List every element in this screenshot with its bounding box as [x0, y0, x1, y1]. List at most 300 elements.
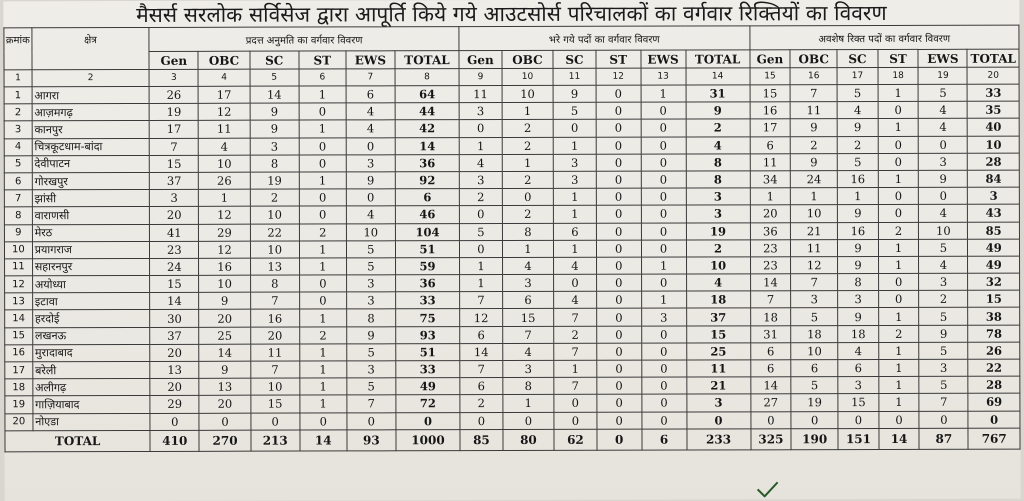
table-cell: 31 [686, 85, 750, 102]
table-cell: 26 [199, 172, 250, 189]
total-cell: 270 [199, 430, 250, 451]
table-cell: 9 [838, 239, 879, 256]
table-cell: 18 [686, 291, 750, 308]
table-cell: 7 [554, 343, 597, 360]
table-cell: 75 [396, 309, 460, 326]
table-cell: 2 [459, 189, 502, 206]
table-cell: 0 [596, 120, 641, 137]
table-cell: 41 [150, 224, 199, 241]
table-cell: 10 [791, 342, 838, 359]
total-cell: 14 [300, 430, 347, 451]
table-cell: 0 [459, 120, 502, 137]
table-cell: 11 [459, 86, 502, 103]
table-cell: 6 [838, 360, 879, 377]
table-cell: 0 [642, 394, 687, 411]
table-cell: 4 [837, 102, 878, 119]
row-area-name: लखनऊ [32, 327, 150, 344]
total-cell: 767 [968, 428, 1020, 449]
table-cell: 20 [150, 344, 199, 361]
table-cell: 0 [460, 240, 503, 257]
table-cell: 9 [837, 119, 878, 136]
table-cell: 4 [919, 256, 968, 273]
table-cell: 23 [750, 257, 791, 274]
table-cell: 10 [250, 378, 299, 395]
table-cell: 13 [250, 258, 299, 275]
table-cell: 7 [250, 292, 299, 309]
column-number: 5 [250, 69, 299, 86]
table-cell: 7 [554, 377, 597, 394]
row-area-name: बरेली [33, 361, 151, 378]
table-cell: 0 [596, 85, 641, 102]
column-number: 20 [967, 67, 1019, 84]
table-cell: 28 [968, 376, 1020, 393]
table-cell: 1 [502, 240, 553, 257]
table-cell: 13 [150, 361, 199, 378]
table-cell: 9 [838, 205, 879, 222]
table-cell: 9 [919, 325, 968, 342]
table-cell: 7 [919, 394, 968, 411]
table-cell: 5 [346, 240, 395, 257]
table-cell: 3 [346, 275, 395, 292]
table-cell: 2 [250, 189, 299, 206]
table-cell: 93 [396, 326, 460, 343]
table-cell: 0 [150, 413, 199, 430]
category-header-total: TOTAL [967, 49, 1019, 67]
table-cell: 1 [878, 256, 919, 273]
table-cell: 3 [347, 361, 396, 378]
table-cell: 16 [838, 222, 879, 239]
total-cell: 190 [791, 428, 838, 449]
table-cell: 5 [837, 153, 878, 170]
column-number: 2 [32, 69, 150, 86]
table-cell: 0 [642, 412, 687, 429]
table-cell: 11 [686, 360, 750, 377]
table-cell: 33 [968, 84, 1020, 101]
column-number: 7 [346, 69, 395, 86]
table-cell: 3 [919, 273, 968, 290]
table-cell: 1 [641, 291, 686, 308]
total-cell: 87 [919, 428, 968, 449]
table-cell: 85 [968, 222, 1020, 239]
table-cell: 1 [502, 154, 553, 171]
table-cell: 8 [686, 171, 750, 188]
total-cell: 62 [554, 429, 597, 450]
table-cell: 0 [596, 326, 641, 343]
table-cell: 3 [553, 171, 596, 188]
table-cell: 64 [395, 86, 459, 103]
table-cell: 9 [919, 170, 968, 187]
table-cell: 3 [553, 154, 596, 171]
total-cell: 93 [347, 430, 396, 451]
table-cell: 22 [968, 359, 1020, 376]
group-header-permitted: प्रदत्त अनुमति का वर्गवार विवरण [149, 27, 459, 52]
table-cell: 15 [968, 290, 1020, 307]
table-cell: 49 [968, 239, 1020, 256]
table-cell: 0 [838, 411, 879, 428]
table-cell: 0 [596, 137, 641, 154]
table-cell: 0 [878, 153, 919, 170]
table-cell: 3 [641, 308, 686, 325]
table-cell: 16 [199, 258, 250, 275]
row-serial: 3 [4, 121, 32, 138]
table-cell: 9 [199, 361, 250, 378]
table-cell: 2 [502, 137, 553, 154]
table-cell: 5 [346, 258, 395, 275]
table-cell: 6 [791, 360, 838, 377]
table-cell: 31 [750, 325, 791, 342]
table-cell: 0 [919, 136, 968, 153]
table-cell: 1 [791, 188, 838, 205]
row-area-name: गोरखपुर [32, 172, 150, 189]
table-cell: 8 [686, 154, 750, 171]
table-cell: 4 [346, 103, 395, 120]
table-cell: 1 [459, 137, 502, 154]
table-cell: 7 [790, 85, 837, 102]
row-serial: 11 [5, 259, 33, 276]
table-cell: 0 [597, 395, 642, 412]
category-header-ews: EWS [641, 50, 686, 68]
table-cell: 0 [554, 395, 597, 412]
table-cell: 7 [791, 274, 838, 291]
row-area-name: वाराणसी [32, 207, 150, 224]
column-number: 10 [502, 68, 553, 85]
table-cell: 6 [553, 223, 596, 240]
table-cell: 2 [502, 120, 553, 137]
table-cell: 49 [968, 256, 1020, 273]
table-cell: 2 [686, 240, 750, 257]
column-number: 3 [149, 69, 198, 86]
table-cell: 0 [596, 188, 641, 205]
row-serial: 18 [5, 379, 33, 396]
table-cell: 0 [641, 223, 686, 240]
table-cell: 92 [395, 172, 459, 189]
table-cell: 5 [919, 342, 968, 359]
table-cell: 2 [502, 171, 553, 188]
total-cell: 233 [686, 429, 750, 450]
table-cell: 5 [791, 308, 838, 325]
table-cell: 9 [838, 256, 879, 273]
table-cell: 3 [686, 188, 750, 205]
table-cell: 1 [299, 120, 346, 137]
table-cell: 4 [919, 119, 968, 136]
table-cell: 7 [554, 309, 597, 326]
row-area-name: नोएडा [33, 413, 151, 430]
table-cell: 4 [502, 257, 553, 274]
table-cell: 14 [199, 344, 250, 361]
table-cell: 14 [150, 293, 199, 310]
table-cell: 6 [750, 136, 791, 153]
table-cell: 0 [554, 412, 597, 429]
table-cell: 16 [750, 102, 791, 119]
table-cell: 7 [250, 361, 299, 378]
row-serial: 10 [4, 241, 32, 258]
table-cell: 28 [968, 153, 1020, 170]
table-cell: 0 [686, 411, 750, 428]
table-cell: 26 [149, 86, 198, 103]
table-cell: 20 [199, 396, 250, 413]
table-cell: 3 [150, 189, 199, 206]
table-cell: 15 [502, 309, 553, 326]
table-cell: 0 [596, 205, 641, 222]
table-cell: 14 [750, 377, 791, 394]
table-cell: 19 [686, 222, 750, 239]
row-serial: 7 [4, 190, 32, 207]
table-cell: 5 [347, 344, 396, 361]
table-cell: 20 [750, 205, 791, 222]
table-cell: 8 [502, 223, 553, 240]
row-area-name: मेरठ [32, 224, 150, 241]
table-cell: 24 [150, 258, 199, 275]
total-cell: 85 [460, 429, 503, 450]
table-cell: 17 [149, 121, 198, 138]
table-cell: 18 [838, 325, 879, 342]
table-cell: 0 [596, 291, 641, 308]
row-serial: 19 [5, 396, 33, 413]
table-cell: 10 [199, 275, 250, 292]
category-header-gen: Gen [750, 50, 791, 68]
row-serial: 4 [4, 138, 32, 155]
table-cell: 0 [299, 189, 346, 206]
column-number: 19 [918, 67, 967, 84]
table-cell: 4 [346, 206, 395, 223]
table-cell: 0 [641, 377, 686, 394]
area-header: क्षेत्र [32, 27, 150, 69]
table-cell: 0 [968, 411, 1020, 428]
table-cell: 0 [553, 120, 596, 137]
table-cell: 10 [686, 257, 750, 274]
table-cell: 0 [300, 412, 347, 429]
table-cell: 1 [553, 188, 596, 205]
table-cell: 0 [299, 155, 346, 172]
table-cell: 1 [878, 170, 919, 187]
table-cell: 10 [919, 222, 968, 239]
table-cell: 0 [503, 412, 554, 429]
table-cell: 8 [250, 275, 299, 292]
table-cell: 2 [878, 325, 919, 342]
table-cell: 9 [346, 172, 395, 189]
table-cell: 0 [641, 102, 686, 119]
row-serial: 2 [4, 104, 32, 121]
table-cell: 19 [149, 104, 198, 121]
table-cell: 1 [299, 309, 346, 326]
category-header-ews: EWS [346, 51, 395, 69]
column-number: 15 [750, 68, 791, 85]
table-cell: 11 [250, 344, 299, 361]
column-number: 4 [198, 69, 249, 86]
table-cell: 2 [299, 223, 346, 240]
category-header-sc: SC [553, 50, 596, 68]
table-cell: 9 [199, 292, 250, 309]
table-cell: 1 [750, 188, 791, 205]
checkmark-icon [757, 481, 779, 497]
table-cell: 30 [150, 310, 199, 327]
table-cell: 9 [250, 103, 299, 120]
table-cell: 6 [750, 343, 791, 360]
row-serial: 17 [5, 362, 33, 379]
table-cell: 0 [791, 411, 838, 428]
table-cell: 34 [750, 171, 791, 188]
table-cell: 4 [554, 257, 597, 274]
page-title: मैसर्स सरलोक सर्विसेज द्वारा आपूर्ति किये गये आउटसोर्स परिचालकों का वर्गवार रिक्तियों का विवरण [136, 1, 887, 27]
table-cell: 36 [750, 222, 791, 239]
table-cell: 2 [554, 326, 597, 343]
category-header-sc: SC [250, 51, 299, 69]
table-cell: 7 [347, 395, 396, 412]
table-cell: 5 [460, 223, 503, 240]
category-header-total: TOTAL [685, 50, 749, 68]
row-serial: 14 [5, 310, 33, 327]
column-number: 18 [878, 67, 919, 84]
table-cell: 7 [460, 292, 503, 309]
table-cell: 1 [879, 359, 920, 376]
table-cell: 1 [299, 86, 346, 103]
table-cell: 0 [751, 411, 792, 428]
table-cell: 0 [596, 274, 641, 291]
table-cell: 11 [199, 121, 250, 138]
table-cell: 14 [395, 137, 459, 154]
row-area-name: इटावा [32, 293, 150, 310]
table-cell: 0 [641, 240, 686, 257]
document-sheet [3, 0, 1020, 501]
table-cell: 1 [299, 241, 346, 258]
table-cell: 49 [396, 378, 460, 395]
category-header-gen: Gen [149, 51, 198, 69]
table-cell: 12 [791, 257, 838, 274]
column-number: 12 [596, 68, 641, 85]
group-header-row [4, 25, 1019, 52]
row-area-name: कानपुर [32, 121, 150, 138]
row-serial: 12 [5, 276, 33, 293]
table-cell: 3 [968, 187, 1020, 204]
table-cell: 5 [919, 308, 968, 325]
table-cell: 1 [641, 257, 686, 274]
table-cell: 2 [460, 395, 503, 412]
table-cell: 12 [199, 241, 250, 258]
row-area-name: झांसी [32, 190, 150, 207]
table-cell: 0 [641, 274, 686, 291]
category-header-st: ST [596, 50, 641, 68]
table-cell: 1 [300, 361, 347, 378]
table-cell: 5 [919, 376, 968, 393]
category-header-gen: Gen [459, 51, 502, 69]
table-cell: 0 [299, 275, 346, 292]
table-cell: 3 [502, 274, 553, 291]
table-cell: 4 [686, 274, 750, 291]
row-serial: 6 [4, 173, 32, 190]
table-cell: 15 [686, 326, 750, 343]
table-cell: 0 [878, 291, 919, 308]
table-cell: 10 [791, 205, 838, 222]
table-cell: 20 [150, 379, 199, 396]
table-cell: 2 [878, 222, 919, 239]
table-cell: 9 [790, 153, 837, 170]
table-cell: 8 [503, 378, 554, 395]
category-header-st: ST [299, 51, 346, 69]
table-cell: 15 [750, 85, 791, 102]
table-cell: 4 [554, 292, 597, 309]
table-cell: 5 [837, 85, 878, 102]
vacancy-table [3, 25, 1020, 452]
row-area-name: अयोध्या [32, 276, 150, 293]
table-cell: 7 [502, 326, 553, 343]
table-cell: 1 [300, 395, 347, 412]
table-cell: 59 [395, 258, 459, 275]
table-cell: 23 [750, 239, 791, 256]
table-cell: 3 [838, 291, 879, 308]
table-cell: 6 [395, 189, 459, 206]
table-cell: 23 [150, 241, 199, 258]
table-cell: 14 [250, 86, 299, 103]
row-serial: 1 [4, 87, 32, 104]
table-cell: 40 [968, 119, 1020, 136]
table-cell: 1 [878, 239, 919, 256]
table-cell: 20 [150, 207, 199, 224]
table-cell: 36 [395, 275, 459, 292]
column-number: 14 [686, 68, 750, 85]
table-cell: 5 [919, 239, 968, 256]
table-cell: 0 [641, 119, 686, 136]
row-serial: 13 [5, 293, 33, 310]
row-area-name: सहारनपुर [32, 258, 150, 275]
table-cell: 21 [686, 377, 750, 394]
row-serial: 8 [4, 207, 32, 224]
table-cell: 0 [502, 189, 553, 206]
table-cell: 16 [250, 309, 299, 326]
table-cell: 9 [790, 119, 837, 136]
table-cell: 37 [686, 308, 750, 325]
table-cell: 1 [502, 103, 553, 120]
table-cell: 22 [250, 224, 299, 241]
table-cell: 9 [838, 308, 879, 325]
table-cell: 1 [878, 308, 919, 325]
table-cell: 11 [750, 154, 791, 171]
table-cell: 0 [919, 411, 968, 428]
table-cell: 14 [460, 343, 503, 360]
table-cell: 9 [346, 326, 395, 343]
table-cell: 20 [250, 327, 299, 344]
row-serial: 9 [4, 224, 32, 241]
row-area-name: आज़मगढ़ [32, 104, 150, 121]
table-cell: 25 [199, 327, 250, 344]
table-cell: 37 [150, 327, 199, 344]
total-cell: 80 [503, 429, 554, 450]
row-serial: 20 [5, 413, 33, 430]
table-cell: 8 [838, 274, 879, 291]
row-area-name: आगरा [32, 86, 150, 103]
table-cell: 12 [460, 309, 503, 326]
table-cell: 42 [395, 120, 459, 137]
total-cell: 14 [879, 428, 920, 449]
table-cell: 18 [750, 308, 791, 325]
table-cell: 21 [791, 222, 838, 239]
table-cell: 3 [503, 360, 554, 377]
total-label: TOTAL [5, 430, 150, 451]
table-cell: 69 [968, 394, 1020, 411]
total-cell: 213 [251, 430, 300, 451]
table-cell: 0 [596, 154, 641, 171]
total-cell: 0 [597, 429, 642, 450]
table-cell: 0 [879, 411, 920, 428]
group-header-vacant: अवशेष रिक्त पदों का वर्गवार विवरण [750, 25, 1019, 50]
table-cell: 4 [459, 154, 502, 171]
table-cell: 0 [596, 240, 641, 257]
table-cell: 1 [641, 85, 686, 102]
category-header-obc: OBC [502, 50, 553, 68]
table-cell: 1 [460, 275, 503, 292]
category-header-ews: EWS [918, 49, 967, 67]
table-cell: 0 [641, 205, 686, 222]
table-cell: 1 [460, 257, 503, 274]
